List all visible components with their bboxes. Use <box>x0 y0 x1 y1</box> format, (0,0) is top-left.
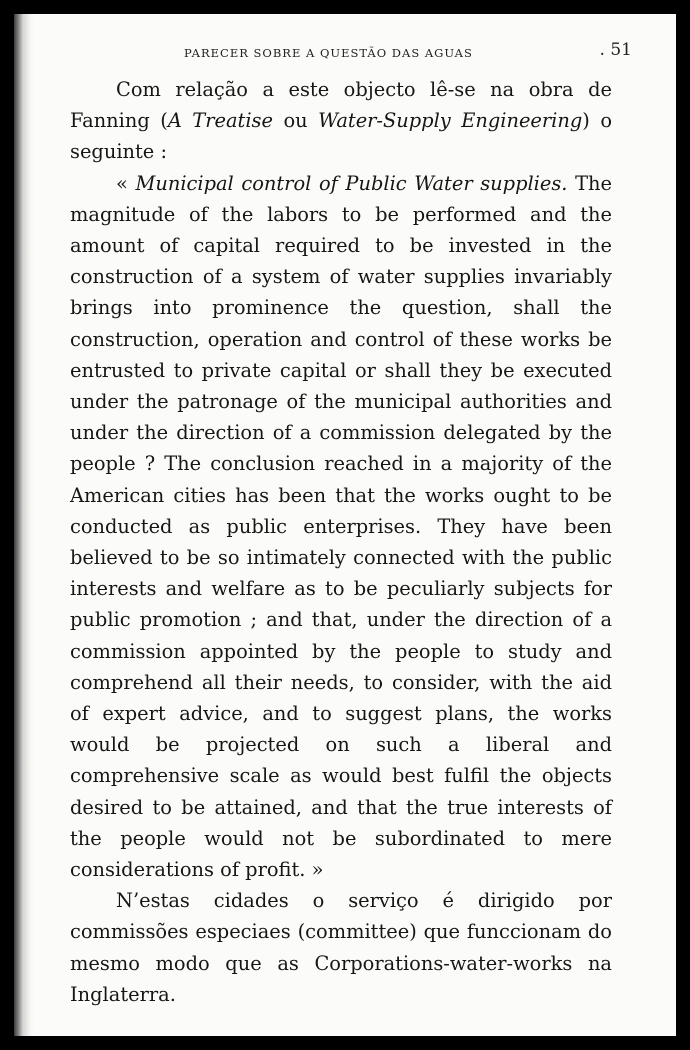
body-text <box>70 74 612 1010</box>
closing-paragraph: N’estas cidades o serviço é dirigido por commissões especiaes (committee) que funccionam do mesmo modo que as Corporations-water-works na Inglaterra. <box>70 889 612 1006</box>
quote-body: The magnitude of the labors to be performed and the amount of capital required to be invested in the construction of a system of water supplies invariably brings into prominence the question, shall the construction, operation and control of these works be entrusted to private capital or shall they be executed under the patronage of the municipal authorities and under the direction of a commission delegated by the people ? The conclusion reached in a majority of the American cities has been that the works ought to be conducted as public enterprises. They have been believed to be so intimately connected with the public interests and welfare as to be peculiarly subjects for public promotion ; and that, under the direction of a commission appointed by the people to study and comprehend all their needs, to consider, with the aid of expert advice, and to suggest plans, the works would be projected on such a liberal and comprehensive scale as would best fulfil the objects desired to be attained, and that the true interests of the people would not be subordinated to mere considerations of profit. » <box>70 171 613 882</box>
running-title: PARECER SOBRE A QUESTÃO DAS AGUAS <box>184 46 473 60</box>
intro-text-a: Com relação a este objecto lê-se na obra de Fanning ( <box>70 78 612 133</box>
book-title-2: Water-Supply Engineering <box>318 109 583 133</box>
book-title-1: A Treatise <box>167 109 273 133</box>
page-binding-edge <box>14 14 34 1036</box>
page-number: . 51 <box>599 40 632 60</box>
quote-open-mark: « <box>116 171 136 195</box>
intro-text-b: ou <box>272 109 319 133</box>
quote-heading: Municipal control of Public Water supplies. <box>135 171 568 195</box>
page-header <box>74 38 632 68</box>
book-page <box>14 14 676 1036</box>
intro-text-c: ) o seguinte : <box>70 109 613 164</box>
intro-paragraph <box>70 74 612 168</box>
quote-paragraph <box>70 168 612 886</box>
